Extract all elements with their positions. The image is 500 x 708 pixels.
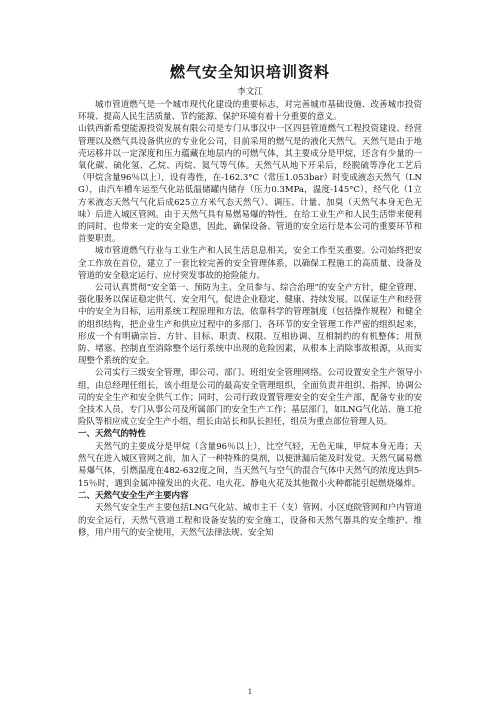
page-number: 1 xyxy=(247,688,253,696)
paragraph: 公司认真贯彻“安全第一、预防为主、全员参与、综合治理”的安全产方针，健全管理、强化服务以保证稳定供气、安全用气，促进企业稳定、健康、持续发展。以保证生产和经营中的安全为目标，运用系统工程原理和方法，依靠科学的管理制度（包括操作规程）和健全的组织结构，把企业生产和供应过程中的多部门、各环节的安全管理工作严密的组织起来，形成一个有明确宗旨、方针、目标、职责、权限、互相协调、互相制约的有机整体；用预防、堵塞、控制直至消除整个运行系统中出现的危险因素，从根本上消除事故根源，从而实现整个系统的安全。 xyxy=(78,283,422,367)
section-heading: 一、天然气的特性 xyxy=(78,429,147,440)
document-body xyxy=(78,99,422,539)
paragraph: 山铁西新希望能源投资发展有限公司是专门从事汉中一区四县管道燃气工程投资建设、经营管理以及燃气具设备供应的专业化公司，目前采用的燃气是的液化天然气。天然气是由于地壳运移并以一定深度和压力蕴藏在地层内的可燃气体，其主要成分是甲烷，还含有少量的一氧化碳、硫化氢、乙烷、丙烷、氦气等气体。天然气从地下开采后，经脱硫等净化工艺后（甲烷含量96％以上），设有毒性，在-162.3°C（常压1.053bar）时变成液态天然气（LNG），由汽车槽车运至气化站低温储罐内储存（压力0.3MPa，温度-145°C），经气化（1立方米液态天然气气化后成625立方米气态天然气）、调压、计量、加臭（天然气本身无色无味）后进入城区管网。由于天然气具有易燃易爆的特性，在给工业生产和人民生活带来便利的同时，也带来一定的安全隐患，因此，确保设备、管道的安全运行是本公司的重要环节和首要职责。 xyxy=(78,124,422,245)
paragraph: 公司实行三级安全管理，即公司、部门、班组安全管理网络。公司设置安全生产领导小组，由总经理任组长，该小组是公司的最高安全管理组织，全面负责并组织、指挥、协调公司的安全生产和安全供气工作；同时，公司行政设置管理安全的安全生产部，配备专业的安全技术人员，专门从事公司及所属部门的安全生产工作；基层部门，如LNG气化站、施工抢险队等相应成立安全生产小组，组长由站长和队长担任，组员为重点部位管理人员。 xyxy=(78,368,422,428)
paragraph: 天然气安全生产主要包括LNG气化站、城市主干（支）管网、小区庭院管网和户内管道的安全运行，天然气管道工程和设备安装的安全施工，设备和天然气器具的安全维护、维修，用户用气的安全使用，天然气法律法规、安全知 xyxy=(78,503,422,538)
author-name: 李文江 xyxy=(237,87,263,97)
paragraph: 城市管道燃气行业与工业生产和人民生活息息相关，安全工作至关重要。公司始终把安全工作放在首位，建立了一套比较完善的安全管理体系，以确保工程施工的高质量、设备及管道的安全稳定运行、应付突发事故的抢险能力。 xyxy=(78,246,422,281)
section-heading: 二、天然气安全生产主要内容 xyxy=(78,490,189,501)
paragraph: 城市管道燃气是一个城市现代化建设的重要标志，对完善城市基础设施、改善城市投资环境、提高人民生活质量、节约能源、保护环境有着十分重要的意义。 xyxy=(78,100,422,123)
page-title: 燃气安全知识培训资料 xyxy=(169,63,330,81)
paragraph: 天然气的主要成分是甲烷（含量96％以上），比空气轻，无色无味，甲烷本身无毒；天然气在进入城区管网之前，加入了一种特殊的臭剂，以便泄漏后能及时发觉。天然气属易燃易爆气体，引燃温度在482-632度之间，当天然气与空气的混合气体中天然气的浓度达到5-15％时，遇到金属冲撞发出的火花、电火花、静电火花及其他微小火种都能引起燃烧爆炸。 xyxy=(78,441,422,489)
